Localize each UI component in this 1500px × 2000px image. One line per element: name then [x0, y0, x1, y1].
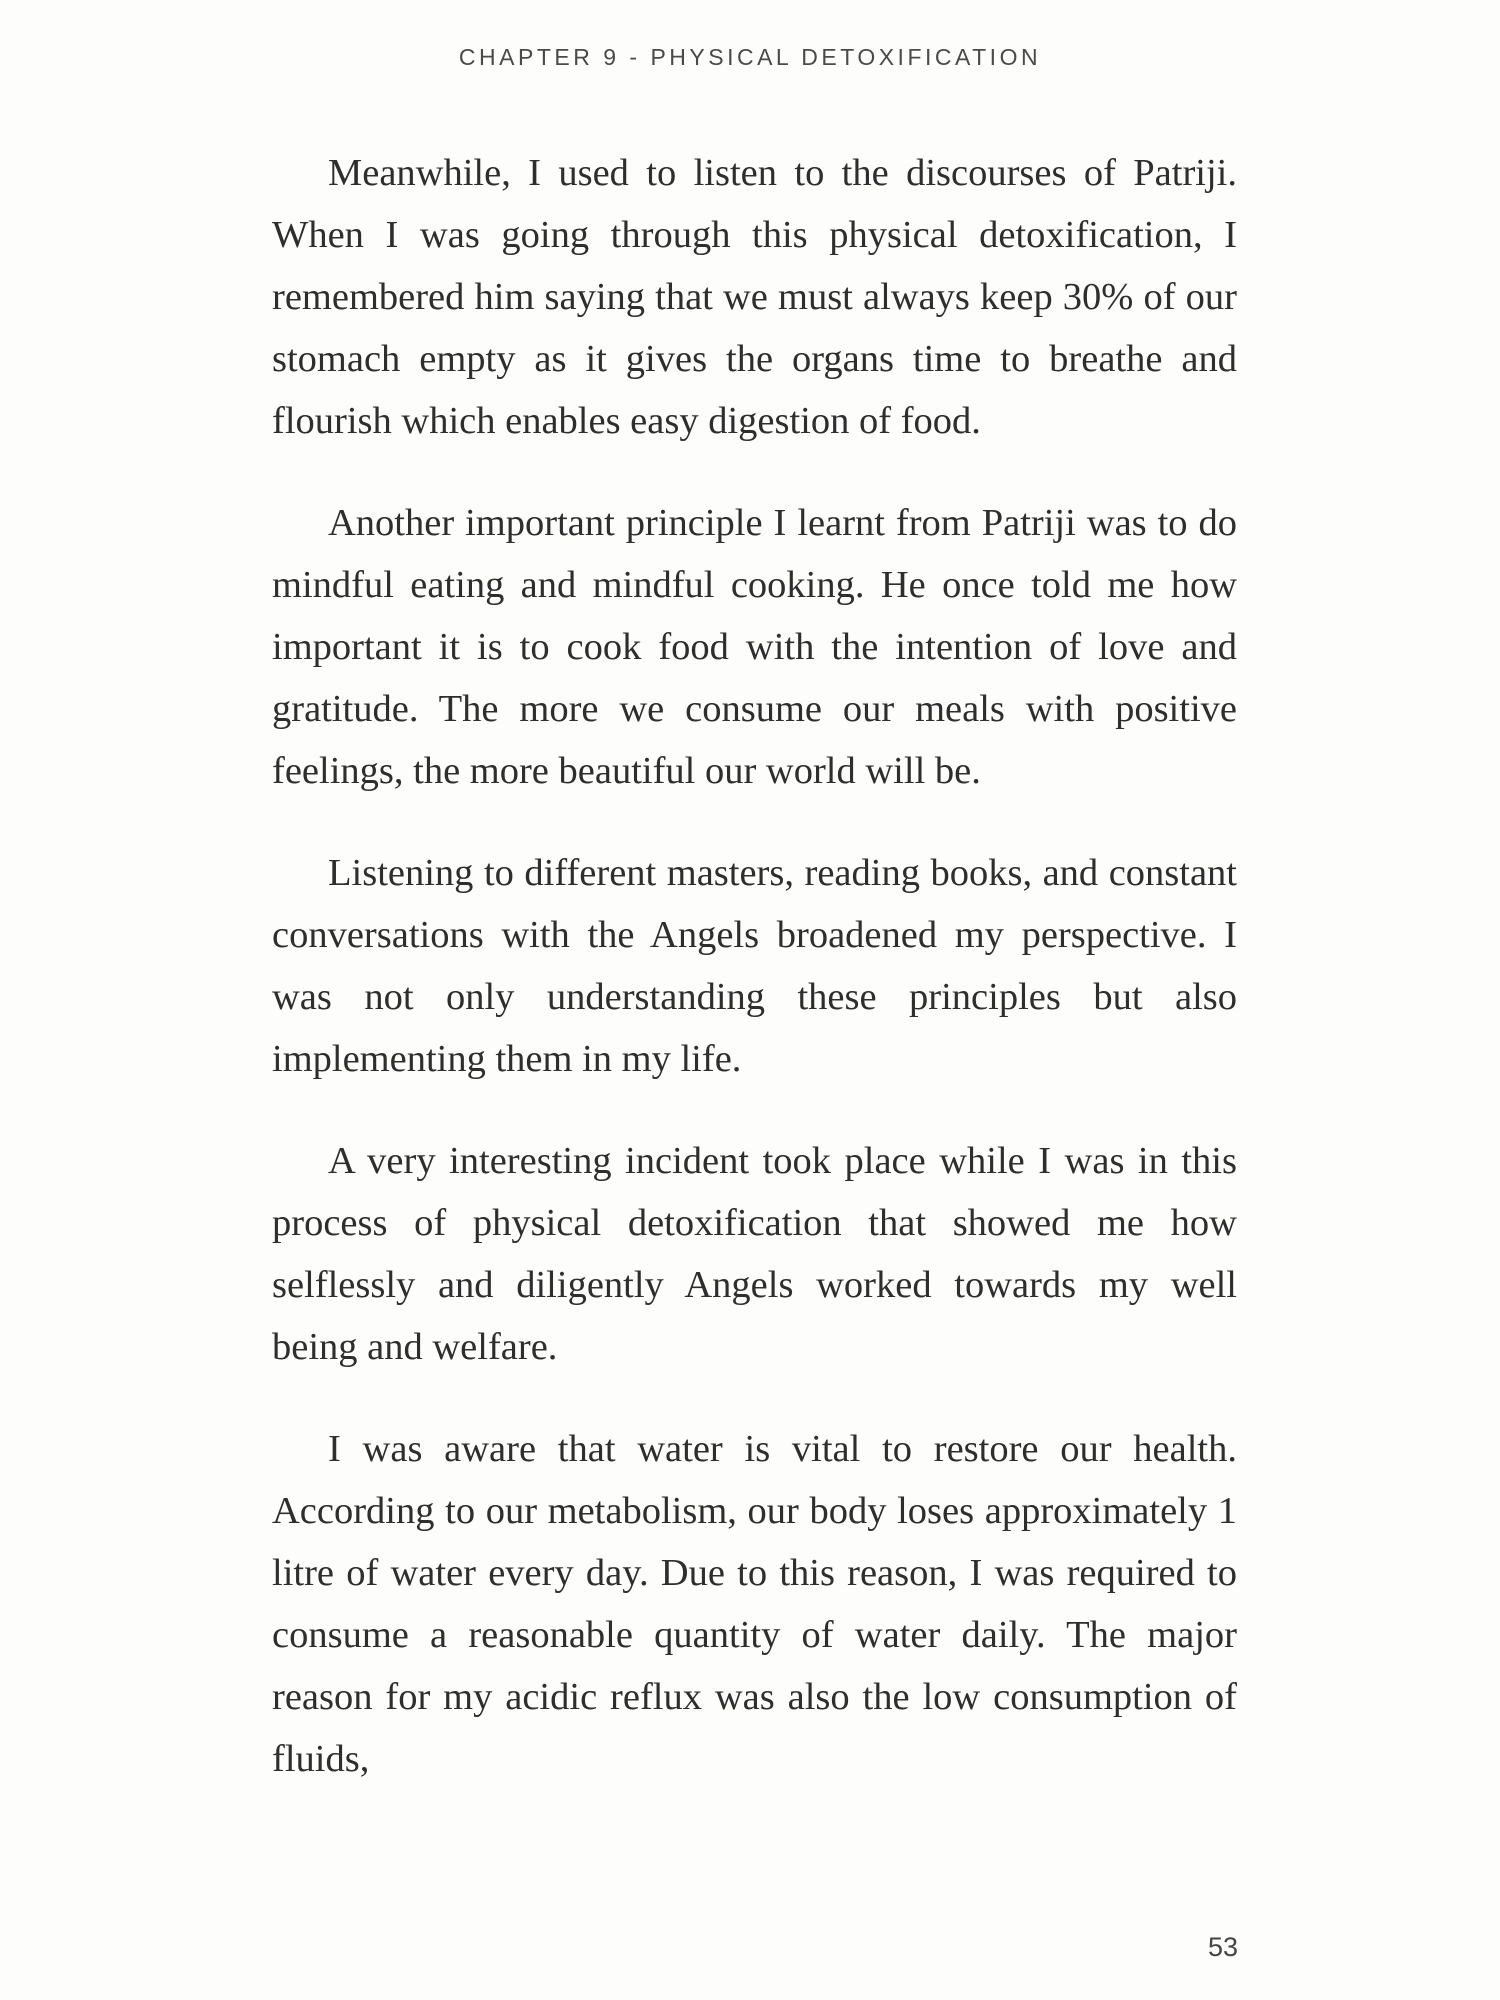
- paragraph-5: I was aware that water is vital to restore our health. According to our metabolism, our body loses approximately 1 litre of water every day. Due to this reason, I was required to consume a reasonable quantity of water daily. The major reason for my acidic reflux was also the low consumption of fluids,: [272, 1428, 1237, 1780]
- body-text: [272, 142, 1237, 1830]
- paragraph-1: Meanwhile, I used to listen to the discourses of Patriji. When I was going through this physical detoxification, I remembered him saying that we must always keep 30% of our stomach empty as it gives the organs time to breathe and flourish which enables easy digestion of food.: [272, 152, 1237, 442]
- page-number: 53: [1207, 1932, 1238, 1962]
- running-header: CHAPTER 9 - PHYSICAL DETOXIFICATION: [458, 44, 1042, 70]
- paragraph-4: A very interesting incident took place while I was in this process of physical detoxification that showed me how selflessly and diligently Angels worked towards my well being and welfare.: [272, 1140, 1237, 1368]
- paragraph-3: Listening to different masters, reading books, and constant conversations with the Angels broadened my perspective. I was not only understanding these principles but also implementing them in my life.: [272, 852, 1237, 1080]
- paragraph-2: Another important principle I learnt from Patriji was to do mindful eating and mindful cooking. He once told me how important it is to cook food with the intention of love and gratitude. The more we consume our meals with positive feelings, the more beautiful our world will be.: [272, 502, 1237, 792]
